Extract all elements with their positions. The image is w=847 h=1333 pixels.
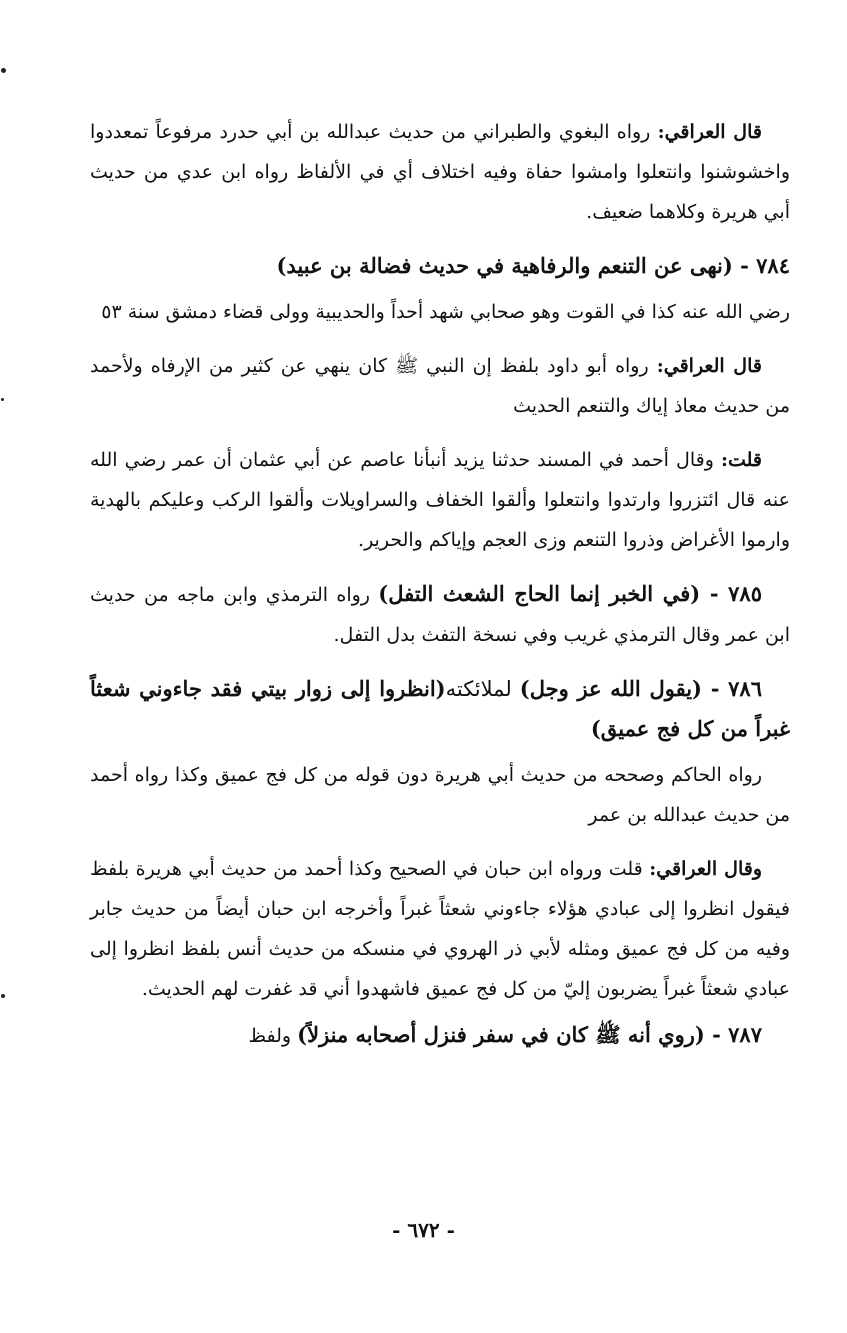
- hadith-heading-784: [90, 246, 790, 286]
- hadith-number: ٧٨٧ -: [712, 1022, 762, 1047]
- page-number: - ٦٧٢ -: [392, 1218, 455, 1242]
- iraqi-note-paragraph: [90, 346, 790, 426]
- paragraph-text: رواه الترمذي وابن ماجه من حديث ابن عمر وقال الترمذي غريب وفي نسخة التفث بدل التفل.: [90, 584, 790, 646]
- hadith-number: ٧٨٦ -: [710, 676, 762, 701]
- iraqi-note-paragraph: [90, 112, 790, 232]
- hadith-heading-786: [90, 669, 790, 749]
- hadith-title: (نهى عن التنعم والرفاهية في حديث فضالة بن عبيد): [276, 253, 741, 278]
- hadith-number: ٧٨٤ -: [740, 253, 790, 278]
- paragraph-text: رواه البغوي والطبراني من حديث عبدالله بن أبي حدرد مرفوعاً تمعددوا واخشوشنوا وانتعلوا وامشوا حفاة وفيه اختلاف أي في الألفاظ رواه ابن عدي من حديث أبي هريرة وكلاهما ضعيف.: [90, 121, 790, 223]
- scan-mark: [1, 994, 5, 998]
- commentary-paragraph: [90, 292, 790, 332]
- qultu-paragraph: [90, 440, 790, 560]
- paragraph-label: وقال العراقي:: [649, 858, 762, 880]
- commentary-paragraph: [90, 755, 790, 835]
- iraqi-note-paragraph: [90, 849, 790, 1009]
- hadith-title: (روي أنه ﷺ كان في سفر فنزل أصحابه منزلاً): [297, 1022, 713, 1047]
- scan-mark: [1, 68, 6, 73]
- paragraph-text: وقال أحمد في المسند حدثنا يزيد أنبأنا عاصم عن أبي عثمان أن عمر رضي الله عنه قال ائتزروا وارتدوا وانتعلوا وألقوا الخفاف والسراويلات وألقوا الركب وعليكم بالهدية وارموا الأغراض وذروا التنعم وزى العجم وإياكم والحرير.: [90, 449, 790, 551]
- paragraph-text: قلت ورواه ابن حبان في الصحيح وكذا أحمد من حديث أبي هريرة بلفظ فيقول انظروا إلى عبادي هؤلاء جاءوني شعثاً غبراً وأخرجه ابن حبان أيضاً من حديث جابر وفيه من كل فج عميق ومثله لأبي ذر الهروي في منسكه من حديث أنس بلفظ انظروا إلى عبادي شعثاً غبراً يضربون إليّ من كل فج عميق فاشهدوا أني قد غفرت لهم الحديث.: [90, 858, 790, 1000]
- paragraph-label: قال العراقي:: [656, 355, 762, 377]
- hadith-entry-785: [90, 574, 790, 655]
- paragraph-text: رضي الله عنه كذا في القوت وهو صحابي شهد أحداً والحديبية وولى قضاء دمشق سنة ٥٣: [101, 301, 790, 323]
- hadith-number: ٧٨٥ -: [709, 581, 762, 606]
- hadith-title: (في الخبر إنما الحاج الشعث التفل): [378, 581, 710, 606]
- paragraph-text: رواه أبو داود بلفظ إن النبي ﷺ كان ينهي عن كثير من الإرفاه ولأحمد من حديث معاذ إياك والتنعم الحديث: [90, 355, 790, 417]
- hadith-title-cont: (انظروا إلى زوار بيتي فقد جاءوني شعثاً غبراً من كل فج عميق): [90, 676, 790, 741]
- scan-mark: [1, 398, 4, 401]
- paragraph-label: قلت:: [720, 449, 762, 471]
- hadith-title: (يقول الله عز وجل): [519, 676, 711, 701]
- paragraph-label: قال العراقي:: [657, 121, 762, 143]
- hadith-connector: لملائكته: [445, 677, 520, 701]
- page-body: [90, 112, 790, 1070]
- hadith-entry-787: [90, 1015, 790, 1056]
- paragraph-text: ولفظ: [248, 1025, 298, 1047]
- paragraph-text: رواه الحاكم وصححه من حديث أبي هريرة دون قوله من كل فج عميق وكذا رواه أحمد من حديث عبدالله بن عمر: [90, 764, 790, 826]
